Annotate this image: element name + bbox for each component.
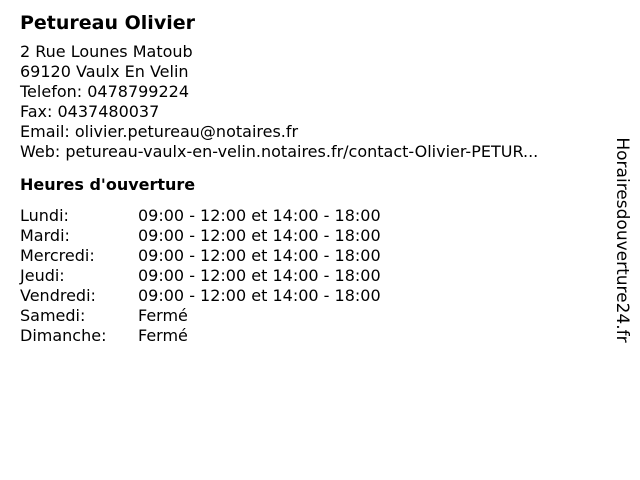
hours-row [20,246,610,266]
hours-day: Mercredi: [20,246,95,265]
hours-value: 09:00 - 12:00 et 14:00 - 18:00 [138,286,381,305]
hours-day: Lundi: [20,206,69,225]
hours-row [20,306,610,326]
hours-value: Fermé [138,326,188,345]
hours-row [20,326,610,346]
hours-day: Jeudi: [20,266,65,285]
hours-row [20,206,610,226]
hours-day: Samedi: [20,306,86,325]
hours-title: Heures d'ouverture [20,175,196,194]
fax-line: Fax: 0437480037 [20,102,160,121]
business-name: Petureau Olivier [20,12,195,34]
hours-value: 09:00 - 12:00 et 14:00 - 18:00 [138,266,381,285]
address-line-2: 69120 Vaulx En Velin [20,62,189,81]
hours-value: 09:00 - 12:00 et 14:00 - 18:00 [138,206,381,225]
email-line: Email: olivier.petureau@notaires.fr [20,122,299,141]
hours-table [20,206,610,346]
hours-value: 09:00 - 12:00 et 14:00 - 18:00 [138,246,381,265]
watermark: Horairesdouverture24.fr [612,137,632,343]
web-line: Web: petureau-vaulx-en-velin.notaires.fr/contact-Olivier-PETUR... [20,142,539,161]
hours-value: Fermé [138,306,188,325]
hours-row [20,226,610,246]
hours-day: Vendredi: [20,286,96,305]
hours-day: Dimanche: [20,326,107,345]
business-card [20,10,610,346]
hours-day: Mardi: [20,226,70,245]
hours-row [20,286,610,306]
hours-row [20,266,610,286]
address-line-1: 2 Rue Lounes Matoub [20,42,193,61]
hours-value: 09:00 - 12:00 et 14:00 - 18:00 [138,226,381,245]
phone-line: Telefon: 0478799224 [20,82,190,101]
